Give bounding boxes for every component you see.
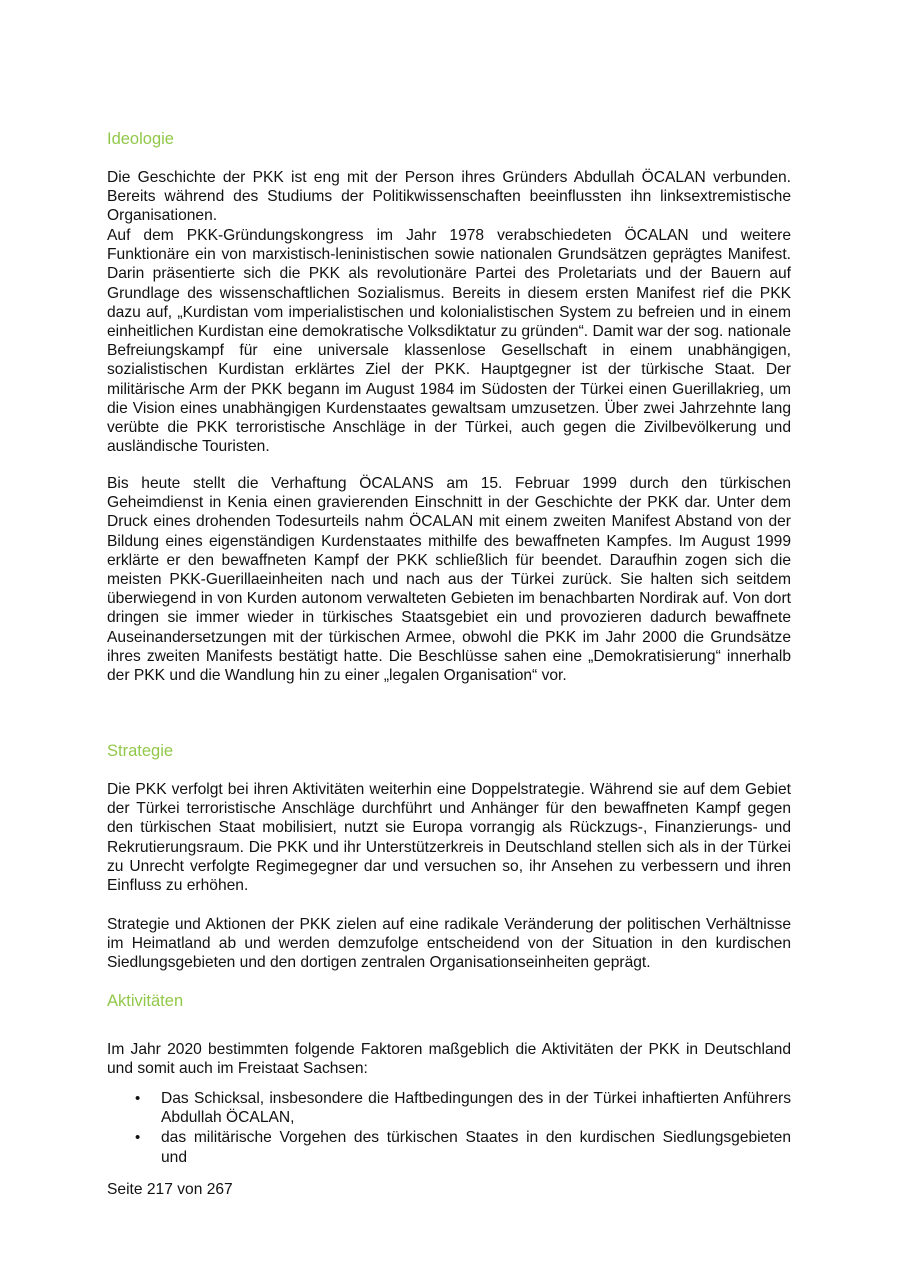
heading-aktivitaeten: Aktivitäten	[107, 992, 184, 1010]
paragraph-ideologie-3: Bis heute stellt die Verhaftung ÖCALANS am 15. Februar 1999 durch den türkischen Geheimdienst in Kenia einen gravierenden Einschnitt in der Geschichte der PKK dar. Unter dem Druck eines drohenden Todesurteils nahm ÖCALAN mit einem zweiten Manifest Abstand von der Bildung eines eigenständigen Kurdenstaates mithilfe des bewaffneten Kampfes. Im August 1999 erklärte er den bewaffneten Kampf der PKK schließlich für beendet. Daraufhin zogen sich die meisten PKK-Guerillaeinheiten nach und nach aus der Türkei zurück. Sie halten sich seitdem überwiegend in von Kurden autonom verwalteten Gebieten im benachbarten Nordirak auf. Von dort dringen sie immer wieder in türkisches Staatsgebiet ein und provozieren dadurch bewaffnete Auseinandersetzungen mit der türkischen Armee, obwohl die PKK im Jahr 2000 die Grundsätze ihres zweiten Manifests bestätigt hatte. Die Beschlüsse sahen eine „Demokratisierung“ innerhalb der PKK und die Wandlung hin zu einer „legalen Organisation“ vor.	[107, 475, 791, 685]
list-item: • Das Schicksal, insbesondere die Haftbedingungen des in der Türkei inhaftierten Anführers Abdullah ÖCALAN,	[107, 1089, 791, 1127]
paragraph-strategie-2: Strategie und Aktionen der PKK zielen auf eine radikale Veränderung der politischen Verhältnisse im Heimatland ab und werden demzufolge entscheidend von der Situation in den kurdischen Siedlungsgebieten und den dortigen zentralen Organisationseinheiten geprägt.	[107, 916, 791, 972]
page-number: Seite 217 von 267	[107, 1181, 233, 1198]
paragraph-ideologie-2: Auf dem PKK-Gründungskongress im Jahr 1978 verabschiedeten ÖCALAN und weitere Funktionäre ein von marxistisch-leninistischen sowie nationalen Grundsätzen geprägtes Manifest. Darin präsentierte sich die PKK als revolutionäre Partei des Proletariats und der Bauern auf Grundlage des wissenschaftlichen Sozialismus. Bereits in diesem ersten Manifest rief die PKK dazu auf, „Kurdistan vom imperialistischen und kolonialistischen System zu befreien und in einem einheitlichen Kurdistan eine demokratische Volksdiktatur zu gründen“. Damit war der sog. nationale Befreiungskampf für eine universale klassenlose Gesellschaft in einem unabhängigen, sozialistischen Kurdistan erklärtes Ziel der PKK. Hauptgegner ist der türkische Staat. Der militärische Arm der PKK begann im August 1984 im Südosten der Türkei einen Guerillakrieg, um die Vision eines unabhängigen Kurdenstaates gewaltsam umzusetzen. Über zwei Jahrzehnte lang verübte die PKK terroristische Anschläge in der Türkei, auch gegen die Zivilbevölkerung und ausländische Touristen.	[107, 227, 791, 456]
bullet-list-aktivitaeten	[107, 1089, 791, 1168]
list-item: • das militärische Vorgehen des türkischen Staates in den kurdischen Siedlungsgebieten und	[107, 1128, 791, 1166]
paragraph-aktivitaeten-1: Im Jahr 2020 bestimmten folgende Faktoren maßgeblich die Aktivitäten der PKK in Deutschland und somit auch im Freistaat Sachsen:	[107, 1041, 791, 1078]
heading-strategie: Strategie	[107, 742, 174, 760]
paragraph-ideologie-1: Die Geschichte der PKK ist eng mit der Person ihres Gründers Abdullah ÖCALAN verbunden. Bereits während des Studiums der Politikwissenschaften beeinflussten ihn linksextremistische Organisationen.	[107, 169, 791, 225]
heading-ideologie: Ideologie	[107, 130, 174, 148]
paragraph-strategie-1: Die PKK verfolgt bei ihren Aktivitäten weiterhin eine Doppelstrategie. Während sie auf dem Gebiet der Türkei terroristische Anschläge durchführt und Anhänger für den bewaffneten Kampf gegen den türkischen Staat mobilisiert, nutzt sie Europa vorrangig als Rückzugs-, Finanzierungs- und Rekrutierungsraum. Die PKK und ihr Unterstützerkreis in Deutschland stellen sich als in der Türkei zu Unrecht verfolgte Regimegegner dar und versuchen so, ihr Ansehen zu verbessern und ihren Einfluss zu erhöhen.	[107, 781, 791, 895]
